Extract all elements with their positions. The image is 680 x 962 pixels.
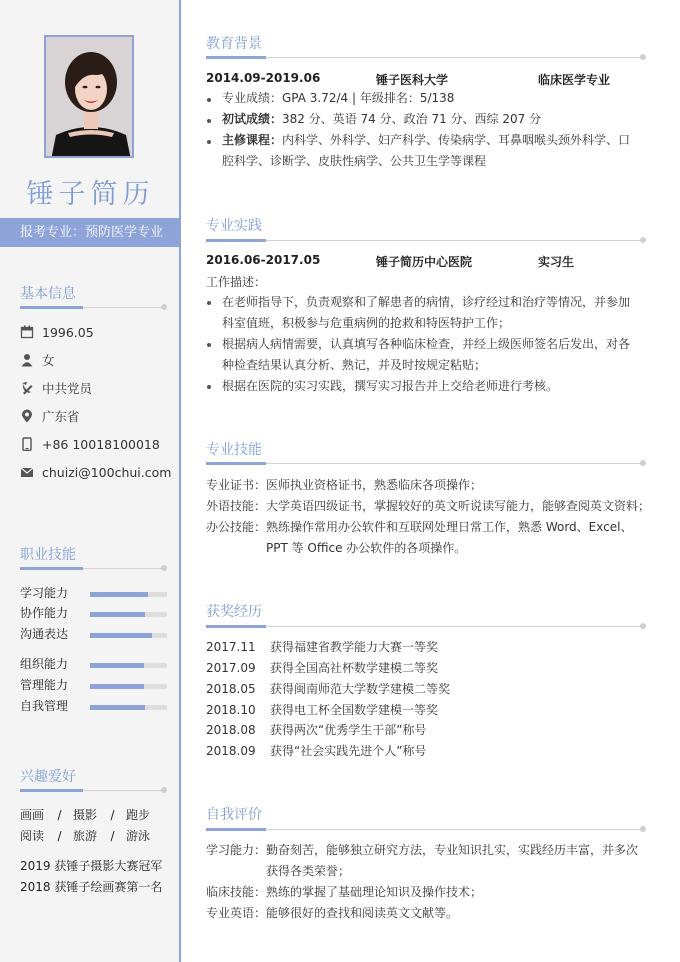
practice-desc-label: 工作描述： bbox=[206, 275, 267, 289]
hobby-award: 2018 获锤子绘画赛第一名 bbox=[20, 880, 163, 894]
practice-line: 种检查结果认真分析、熟记，并及时按规定粘贴； bbox=[222, 358, 487, 372]
skill-bar bbox=[90, 592, 167, 597]
practice-line: 根据在医院的实习实践，撰写实习报告并上交给老师进行考核。 bbox=[222, 379, 559, 393]
awards-title: 获奖经历 bbox=[206, 604, 262, 620]
hobby-item: 游泳 bbox=[126, 829, 151, 843]
skill-bar bbox=[90, 705, 167, 710]
hobby-separator: / bbox=[110, 808, 115, 822]
skill-item bbox=[20, 584, 170, 600]
skill-bar-fill bbox=[90, 612, 145, 617]
hobby-separator: / bbox=[110, 829, 115, 843]
phone-icon bbox=[20, 437, 34, 451]
sidebar bbox=[0, 0, 181, 962]
info-party-text: 中共党员 bbox=[42, 381, 93, 396]
skill-label: 自我管理 bbox=[20, 699, 69, 713]
education-title: 教育背景 bbox=[206, 36, 262, 52]
hobby-item: 旅游 bbox=[73, 829, 98, 843]
info-gender-text: 女 bbox=[42, 353, 55, 368]
info-birth bbox=[20, 323, 94, 341]
profile-photo bbox=[44, 35, 134, 158]
award-row: 2017.11 获得福建省教学能力大赛一等奖 bbox=[206, 640, 439, 654]
info-party bbox=[20, 379, 92, 397]
skill-bar bbox=[90, 633, 167, 638]
education-line: 腔科学、诊断学、皮肤性病学、公共卫生学等课程 bbox=[222, 154, 487, 168]
info-location-text: 广东省 bbox=[42, 409, 80, 424]
award-row: 2018.10 获得电工杯全国数学建模一等奖 bbox=[206, 703, 439, 717]
hobby-separator: / bbox=[57, 808, 62, 822]
skill-bar-fill bbox=[90, 592, 148, 597]
awards-divider bbox=[206, 626, 642, 627]
hobby-item: 跑步 bbox=[126, 808, 151, 822]
basic-info-title: 基本信息 bbox=[20, 286, 76, 302]
education-line: 主修课程：内科学、外科学、妇产科学、传染病学、耳鼻咽喉头颈外科学、口 bbox=[222, 133, 631, 147]
education-divider bbox=[206, 57, 642, 58]
skills-divider bbox=[20, 568, 163, 569]
prof-skill-line: 专业证书：医师执业资格证书，熟悉临床各项操作； bbox=[206, 478, 483, 492]
hobby-award: 2019 获锤子摄影大赛冠军 bbox=[20, 859, 163, 873]
info-gender bbox=[20, 351, 55, 369]
skill-item bbox=[20, 697, 170, 713]
skill-bar bbox=[90, 684, 167, 689]
skill-label: 组织能力 bbox=[20, 657, 69, 671]
skill-item bbox=[20, 625, 170, 641]
hobby-item: 阅读 bbox=[20, 829, 45, 843]
hobby-item: 摄影 bbox=[73, 808, 98, 822]
prof-skill-line: 办公技能：熟练操作常用办公软件和互联网处理日常工作，熟悉 Word、Excel、 bbox=[206, 520, 633, 534]
skills-title: 职业技能 bbox=[20, 547, 76, 563]
info-location bbox=[20, 407, 80, 425]
target-major-banner: 报考专业：预防医学专业 bbox=[0, 218, 181, 247]
hobby-separator: / bbox=[57, 829, 62, 843]
education-line: 专业成绩：GPA 3.72/4 | 年级排名：5/138 bbox=[222, 91, 455, 105]
skill-label: 协作能力 bbox=[20, 606, 69, 620]
skill-bar-fill bbox=[90, 633, 152, 638]
practice-divider bbox=[206, 240, 642, 241]
skill-bar-fill bbox=[90, 663, 144, 668]
hobby-row bbox=[20, 827, 152, 844]
practice-line: 科室值班，积极参与危重病例的抢救和特医特护工作； bbox=[222, 316, 511, 330]
info-phone bbox=[20, 435, 160, 453]
basic-info-divider bbox=[20, 307, 163, 308]
person-icon bbox=[20, 353, 34, 367]
info-email-text: chuizi@100chui.com bbox=[42, 464, 172, 480]
practice-title: 专业实践 bbox=[206, 218, 262, 234]
practice-line: 在老师指导下，负责观察和了解患者的病情，诊疗经过和治疗等情况，并参加 bbox=[222, 295, 631, 309]
skill-label: 沟通表达 bbox=[20, 627, 69, 641]
hobbies-title: 兴趣爱好 bbox=[20, 769, 76, 785]
education-date: 2014.09-2019.06 bbox=[206, 71, 321, 85]
info-phone-text: +86 10018100018 bbox=[42, 436, 160, 452]
practice-date: 2016.06-2017.05 bbox=[206, 253, 321, 267]
hobby-item: 画画 bbox=[20, 808, 45, 822]
skill-bar-fill bbox=[90, 684, 144, 689]
skill-bar bbox=[90, 612, 167, 617]
self-eval-line: 获得各类荣誉； bbox=[266, 864, 351, 878]
skill-label: 管理能力 bbox=[20, 678, 69, 692]
skill-item bbox=[20, 676, 170, 692]
self-eval-title: 自我评价 bbox=[206, 807, 262, 823]
self-eval-divider bbox=[206, 829, 642, 830]
skill-bar-fill bbox=[90, 705, 145, 710]
self-eval-line: 专业英语：能够很好的查找和阅读英文文献等。 bbox=[206, 906, 459, 920]
skill-label: 学习能力 bbox=[20, 586, 69, 600]
self-eval-line: 临床技能：熟练的掌握了基础理论知识及操作技术； bbox=[206, 885, 483, 899]
info-email bbox=[20, 463, 171, 481]
practice-line: 根据病人病情需要，认真填写各种临床检查，并经上级医师签名后发出，对各 bbox=[222, 337, 631, 351]
award-row: 2018.05 获得闽南师范大学数学建模二等奖 bbox=[206, 682, 451, 696]
education-school: 锤子医科大学 bbox=[376, 73, 449, 87]
prof-skills-divider bbox=[206, 463, 642, 464]
practice-role: 实习生 bbox=[538, 255, 575, 269]
party-icon bbox=[20, 381, 34, 395]
prof-skill-line: PPT 等 Office 办公软件的各项操作。 bbox=[266, 541, 467, 555]
hobbies-divider bbox=[20, 790, 163, 791]
skill-item bbox=[20, 655, 170, 671]
mail-icon bbox=[20, 465, 34, 479]
award-row: 2017.09 获得全国高社杯数学建模二等奖 bbox=[206, 661, 439, 675]
skill-item bbox=[20, 604, 170, 620]
award-row: 2018.09 获得“社会实践先进个人”称号 bbox=[206, 744, 427, 758]
hobby-row bbox=[20, 806, 152, 823]
practice-org: 锤子简历中心医院 bbox=[376, 255, 473, 269]
education-major: 临床医学专业 bbox=[538, 73, 611, 87]
info-birth-text: 1996.05 bbox=[42, 324, 94, 340]
calendar-icon bbox=[20, 325, 34, 339]
self-eval-line: 学习能力：勤奋刻苦，能够独立研究方法，专业知识扎实，实践经历丰富，并多次 bbox=[206, 843, 639, 857]
education-line: 初试成绩：382 分、英语 74 分、政治 71 分、西综 207 分 bbox=[222, 112, 542, 126]
location-icon bbox=[20, 409, 34, 423]
resume-name: 锤子简历 bbox=[26, 179, 155, 210]
prof-skills-title: 专业技能 bbox=[206, 442, 262, 458]
skill-bar bbox=[90, 663, 167, 668]
award-row: 2018.08 获得两次“优秀学生干部”称号 bbox=[206, 723, 427, 737]
prof-skill-line: 外语技能：大学英语四级证书，掌握较好的英文听说读写能力，能够查阅英文资料； bbox=[206, 499, 651, 513]
